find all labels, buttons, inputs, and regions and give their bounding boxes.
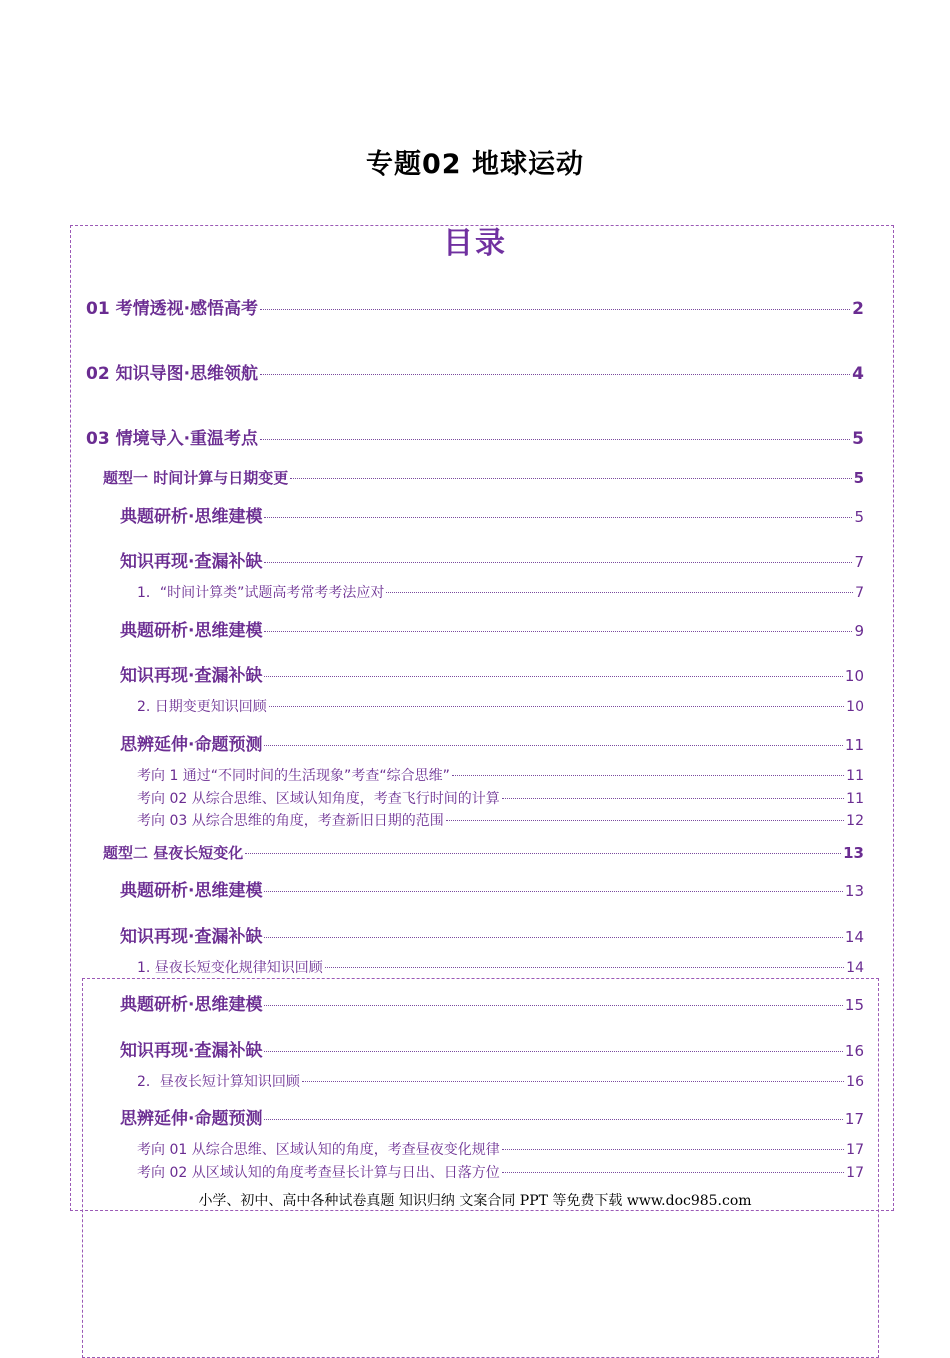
toc-entry-page: 4 <box>852 364 864 384</box>
toc-entry-page: 17 <box>846 1165 864 1181</box>
dot-leader <box>260 309 850 310</box>
dot-leader <box>290 478 851 479</box>
dot-leader <box>264 891 842 892</box>
toc-entry-page: 9 <box>854 622 864 640</box>
toc-entry-label: 题型一 时间计算与日期变更 <box>103 469 289 487</box>
toc-entry-label: 典题研析·思维建模 <box>120 995 263 1015</box>
toc-entry-page: 2 <box>852 299 864 319</box>
toc-entry[interactable] <box>120 661 864 686</box>
dot-leader <box>260 439 850 440</box>
dot-leader <box>325 967 844 968</box>
toc-entry-label: 思辨延伸·命题预测 <box>120 1109 263 1129</box>
toc-entry-label: 题型二 昼夜长短变化 <box>103 844 244 862</box>
toc-entry[interactable] <box>86 359 864 384</box>
toc-heading: 目录 <box>443 226 507 261</box>
toc-entry-page: 17 <box>844 1110 864 1128</box>
dot-leader <box>446 820 844 821</box>
toc-entry-label: 典题研析·思维建模 <box>120 507 263 527</box>
toc-entry-page: 11 <box>846 791 864 807</box>
toc-entry-page: 16 <box>846 1074 864 1090</box>
dot-leader <box>264 676 842 677</box>
toc-entry-page: 10 <box>846 699 864 715</box>
toc-entry-page: 16 <box>844 1042 864 1060</box>
dot-leader <box>264 1051 842 1052</box>
toc-entry-label: 01 考情透视·感悟高考 <box>86 299 259 319</box>
toc-entry-page: 11 <box>844 736 864 754</box>
toc-entry-label: 考向 03 从综合思维的角度，考查新旧日期的范围 <box>137 813 444 829</box>
toc-entry[interactable] <box>120 876 864 901</box>
toc-entry[interactable] <box>86 424 864 449</box>
toc-entry-page: 17 <box>846 1142 864 1158</box>
page-title: 专题02 地球运动 <box>366 149 584 180</box>
toc-entry-page: 5 <box>854 508 864 526</box>
dot-leader <box>502 1172 844 1173</box>
toc-entry-label: 思辨延伸·命题预测 <box>120 735 263 755</box>
toc-entry-label: 考向 1 通过“不同时间的生活现象”考查“综合思维” <box>137 768 450 784</box>
toc-entry-page: 13 <box>844 882 864 900</box>
toc-entry[interactable] <box>120 1036 864 1061</box>
toc-entry-label: 2．昼夜长短计算知识回顾 <box>137 1074 300 1090</box>
dot-leader <box>502 798 844 799</box>
dot-leader <box>386 592 853 593</box>
toc-entry-page: 14 <box>846 960 864 976</box>
dot-leader <box>264 937 842 938</box>
toc-entry-label: 典题研析·思维建模 <box>120 881 263 901</box>
toc-entry[interactable] <box>137 1162 864 1182</box>
dot-leader <box>264 517 852 518</box>
toc-entry[interactable] <box>120 547 864 572</box>
dot-leader <box>264 631 852 632</box>
toc-entry[interactable] <box>120 990 864 1015</box>
dot-leader <box>264 1119 842 1120</box>
toc-entry[interactable] <box>137 765 864 785</box>
toc-entry[interactable] <box>137 582 864 602</box>
toc-entry[interactable] <box>120 502 864 527</box>
toc-entry-page: 7 <box>854 553 864 571</box>
dot-leader <box>264 562 852 563</box>
footer-text: 小学、初中、高中各种试卷真题 知识归纳 文案合同 PPT 等免费下载 www.doc985.com <box>198 1193 752 1209</box>
toc-entry-label: 1. 昼夜长短变化规律知识回顾 <box>137 960 323 976</box>
toc-entry-page: 10 <box>844 667 864 685</box>
dot-leader <box>260 374 850 375</box>
toc-entry[interactable] <box>137 788 864 808</box>
toc-entry-label: 考向 02 从区域认知的角度考查昼长计算与日出、日落方位 <box>137 1165 500 1181</box>
dot-leader <box>452 775 844 776</box>
toc-entry-label: 03 情境导入·重温考点 <box>86 429 259 449</box>
dot-leader <box>264 1005 842 1006</box>
toc-entry-label: 知识再现·查漏补缺 <box>120 1041 263 1061</box>
toc-entry-page: 15 <box>844 996 864 1014</box>
dot-leader <box>269 706 844 707</box>
toc-entry-page: 5 <box>853 469 864 487</box>
toc-entry-label: 知识再现·查漏补缺 <box>120 666 263 686</box>
toc-entry-label: 考向 02 从综合思维、区域认知角度，考查飞行时间的计算 <box>137 791 500 807</box>
toc-entry-label: 典题研析·思维建模 <box>120 621 263 641</box>
toc-entry-page: 12 <box>846 813 864 829</box>
toc-entry[interactable] <box>137 696 864 716</box>
toc-entry-label: 2. 日期变更知识回顾 <box>137 699 267 715</box>
toc-entry-page: 11 <box>846 768 864 784</box>
toc-entry[interactable] <box>137 810 864 830</box>
toc-entry[interactable] <box>120 922 864 947</box>
toc-entry-label: 02 知识导图·思维领航 <box>86 364 259 384</box>
toc-entry-page: 13 <box>843 844 864 862</box>
toc-entry[interactable] <box>137 1071 864 1091</box>
toc-entry-page: 7 <box>855 585 864 601</box>
toc-entry-label: 考向 01 从综合思维、区域认知的角度，考查昼夜变化规律 <box>137 1142 500 1158</box>
toc-entry[interactable] <box>137 1139 864 1159</box>
toc-entry[interactable] <box>103 467 864 488</box>
dot-leader <box>264 745 842 746</box>
toc-entry[interactable] <box>120 1104 864 1129</box>
dot-leader <box>302 1081 844 1082</box>
toc-entry[interactable] <box>103 842 864 863</box>
toc-entry[interactable] <box>86 294 864 319</box>
toc-entry-label: 1．“时间计算类”试题高考常考考法应对 <box>137 585 385 601</box>
toc-entry-label: 知识再现·查漏补缺 <box>120 552 263 572</box>
toc-entry[interactable] <box>137 957 864 977</box>
dot-leader <box>502 1149 844 1150</box>
dot-leader <box>245 853 841 854</box>
toc-entry-page: 5 <box>852 429 864 449</box>
toc-entry-label: 知识再现·查漏补缺 <box>120 927 263 947</box>
toc-entry[interactable] <box>120 616 864 641</box>
toc-entry-page: 14 <box>844 928 864 946</box>
toc-entry[interactable] <box>120 730 864 755</box>
